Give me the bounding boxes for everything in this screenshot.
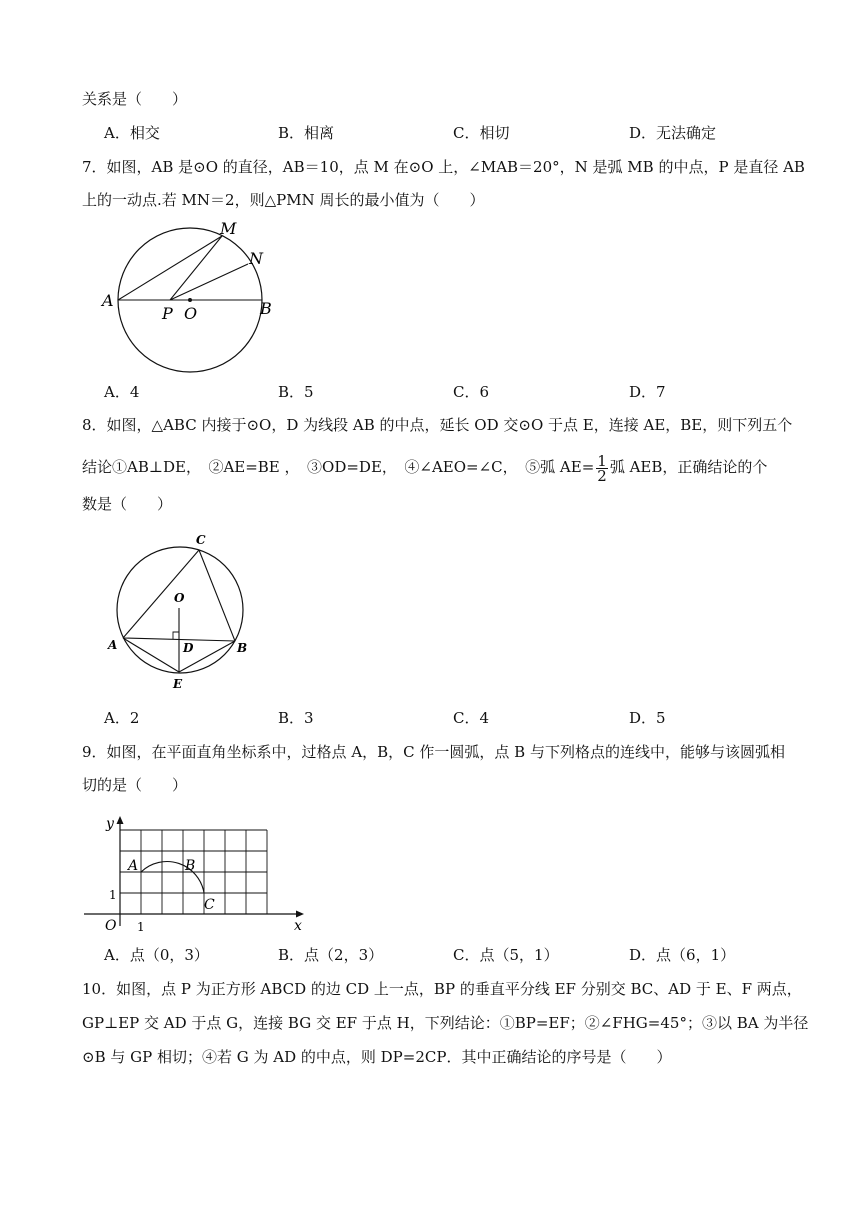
- q7-label-a: A: [102, 291, 114, 310]
- q9-label-x: x: [294, 918, 302, 934]
- q9-stem-line1: 9．如图，在平面直角坐标系中，过格点 A，B，C 作一圆弧，点 B 与下列格点的连线中，能够与该圆弧相: [82, 743, 785, 761]
- q7-option-a[interactable]: A．4: [104, 383, 140, 401]
- q8-option-c[interactable]: C．4: [453, 709, 490, 727]
- q6-option-b[interactable]: B．相离: [278, 124, 335, 142]
- q7-option-d[interactable]: D．7: [629, 383, 666, 401]
- q7-circle-figure: [98, 218, 288, 374]
- q6-option-d[interactable]: D．无法确定: [629, 124, 717, 142]
- q9-option-b[interactable]: B．点（2，3）: [278, 946, 384, 964]
- q8-circle-figure: [100, 528, 260, 696]
- q8-stem-line3: 数是（ ）: [82, 495, 173, 513]
- q7-label-n: N: [249, 249, 263, 268]
- q7-label-o: O: [184, 304, 198, 323]
- q8-option-d[interactable]: D．5: [629, 709, 666, 727]
- q7-stem-line1: 7．如图，AB 是⊙O 的直径，AB＝10，点 M 在⊙O 上，∠MAB＝20°，N 是弧 MB 的中点，P 是直径 AB: [82, 158, 805, 176]
- q9-stem-line2: 切的是（ ）: [82, 776, 188, 794]
- q8-label-a: A: [108, 638, 118, 652]
- q8-stem-line2-start: 结论①AB⊥DE， ②AE=BE ， ③OD=DE， ④∠AEO=∠C， ⑤弧 AE=: [82, 458, 595, 476]
- q8-circle: [117, 547, 243, 673]
- q7-options: [104, 382, 804, 402]
- q10-stem-line2: GP⊥EP 交 AD 于点 G，连接 BG 交 EF 于点 H，下列结论：①BP=EF；②∠FHG=45°；③以 BA 为半径: [82, 1014, 809, 1032]
- q8-fraction-numerator: 1: [597, 451, 607, 470]
- q9-label-c: C: [204, 897, 215, 913]
- q6-option-a[interactable]: A．相交: [104, 124, 160, 142]
- q10-stem-line3: ⊙B 与 GP 相切；④若 G 为 AD 的中点，则 DP=2CP．其中正确结论的序号是（ ）: [82, 1048, 672, 1066]
- q9-grid-figure: [80, 810, 310, 938]
- q8-fraction: [596, 451, 608, 485]
- q9-label-a: A: [128, 858, 139, 874]
- q10-stem-line1: 10．如图，点 P 为正方形 ABCD 的边 CD 上一点，BP 的垂直平分线 EF 分别交 BC、AD 于 E、F 两点，: [82, 980, 802, 998]
- q8-stem-line1: 8．如图，△ABC 内接于⊙O，D 为线段 AB 的中点，延长 OD 交⊙O 于点 E，连接 AE，BE，则下列五个: [82, 416, 793, 434]
- q9-x-axis-arrow: [296, 911, 304, 918]
- q7-stem-line2: 上的一动点.若 MN＝2，则△PMN 周长的最小值为（ ）: [82, 191, 485, 209]
- q8-label-e: E: [173, 677, 183, 691]
- q8-label-o: O: [174, 591, 185, 605]
- q8-stem-line2-end: 弧 AEB，正确结论的个: [609, 458, 768, 476]
- q9-label-origin: O: [105, 918, 117, 934]
- q8-fraction-denominator: 2: [597, 466, 607, 485]
- q7-label-m: M: [220, 219, 237, 238]
- q8-right-angle-mark: [173, 632, 179, 639]
- q9-label-y: y: [106, 816, 114, 832]
- q7-center-dot: [188, 298, 192, 302]
- q9-y-axis-arrow: [117, 816, 124, 824]
- q8-option-a[interactable]: A．2: [104, 709, 140, 727]
- q8-option-b[interactable]: B．3: [278, 709, 314, 727]
- q8-stem-line2: [82, 450, 767, 484]
- q7-chord-am: [118, 236, 222, 300]
- q8-label-d: D: [183, 641, 194, 655]
- q7-label-p: P: [162, 304, 173, 323]
- q7-segment-pm: [170, 236, 222, 300]
- q8-segment-ae: [123, 638, 179, 672]
- q6-option-c[interactable]: C．相切: [453, 124, 510, 142]
- q6-tail: 关系是（ ）: [82, 90, 188, 108]
- q7-segment-pn: [170, 264, 248, 300]
- q7-option-b[interactable]: B．5: [278, 383, 314, 401]
- q9-label-one-x: 1: [137, 920, 145, 934]
- q9-option-d[interactable]: D．点（6，1）: [629, 946, 736, 964]
- q9-label-b: B: [185, 858, 196, 874]
- q8-side-cb: [199, 550, 235, 641]
- q9-options: [104, 945, 804, 965]
- q8-label-c: C: [196, 533, 206, 547]
- q9-label-one-y: 1: [109, 888, 117, 902]
- q7-option-c[interactable]: C．6: [453, 383, 490, 401]
- q7-label-b: B: [260, 299, 272, 318]
- q8-side-ca: [123, 550, 199, 638]
- q9-option-c[interactable]: C．点（5，1）: [453, 946, 559, 964]
- q9-option-a[interactable]: A．点（0，3）: [104, 946, 209, 964]
- q8-label-b: B: [237, 641, 248, 655]
- q8-options: [104, 708, 804, 728]
- q6-options: [104, 123, 804, 143]
